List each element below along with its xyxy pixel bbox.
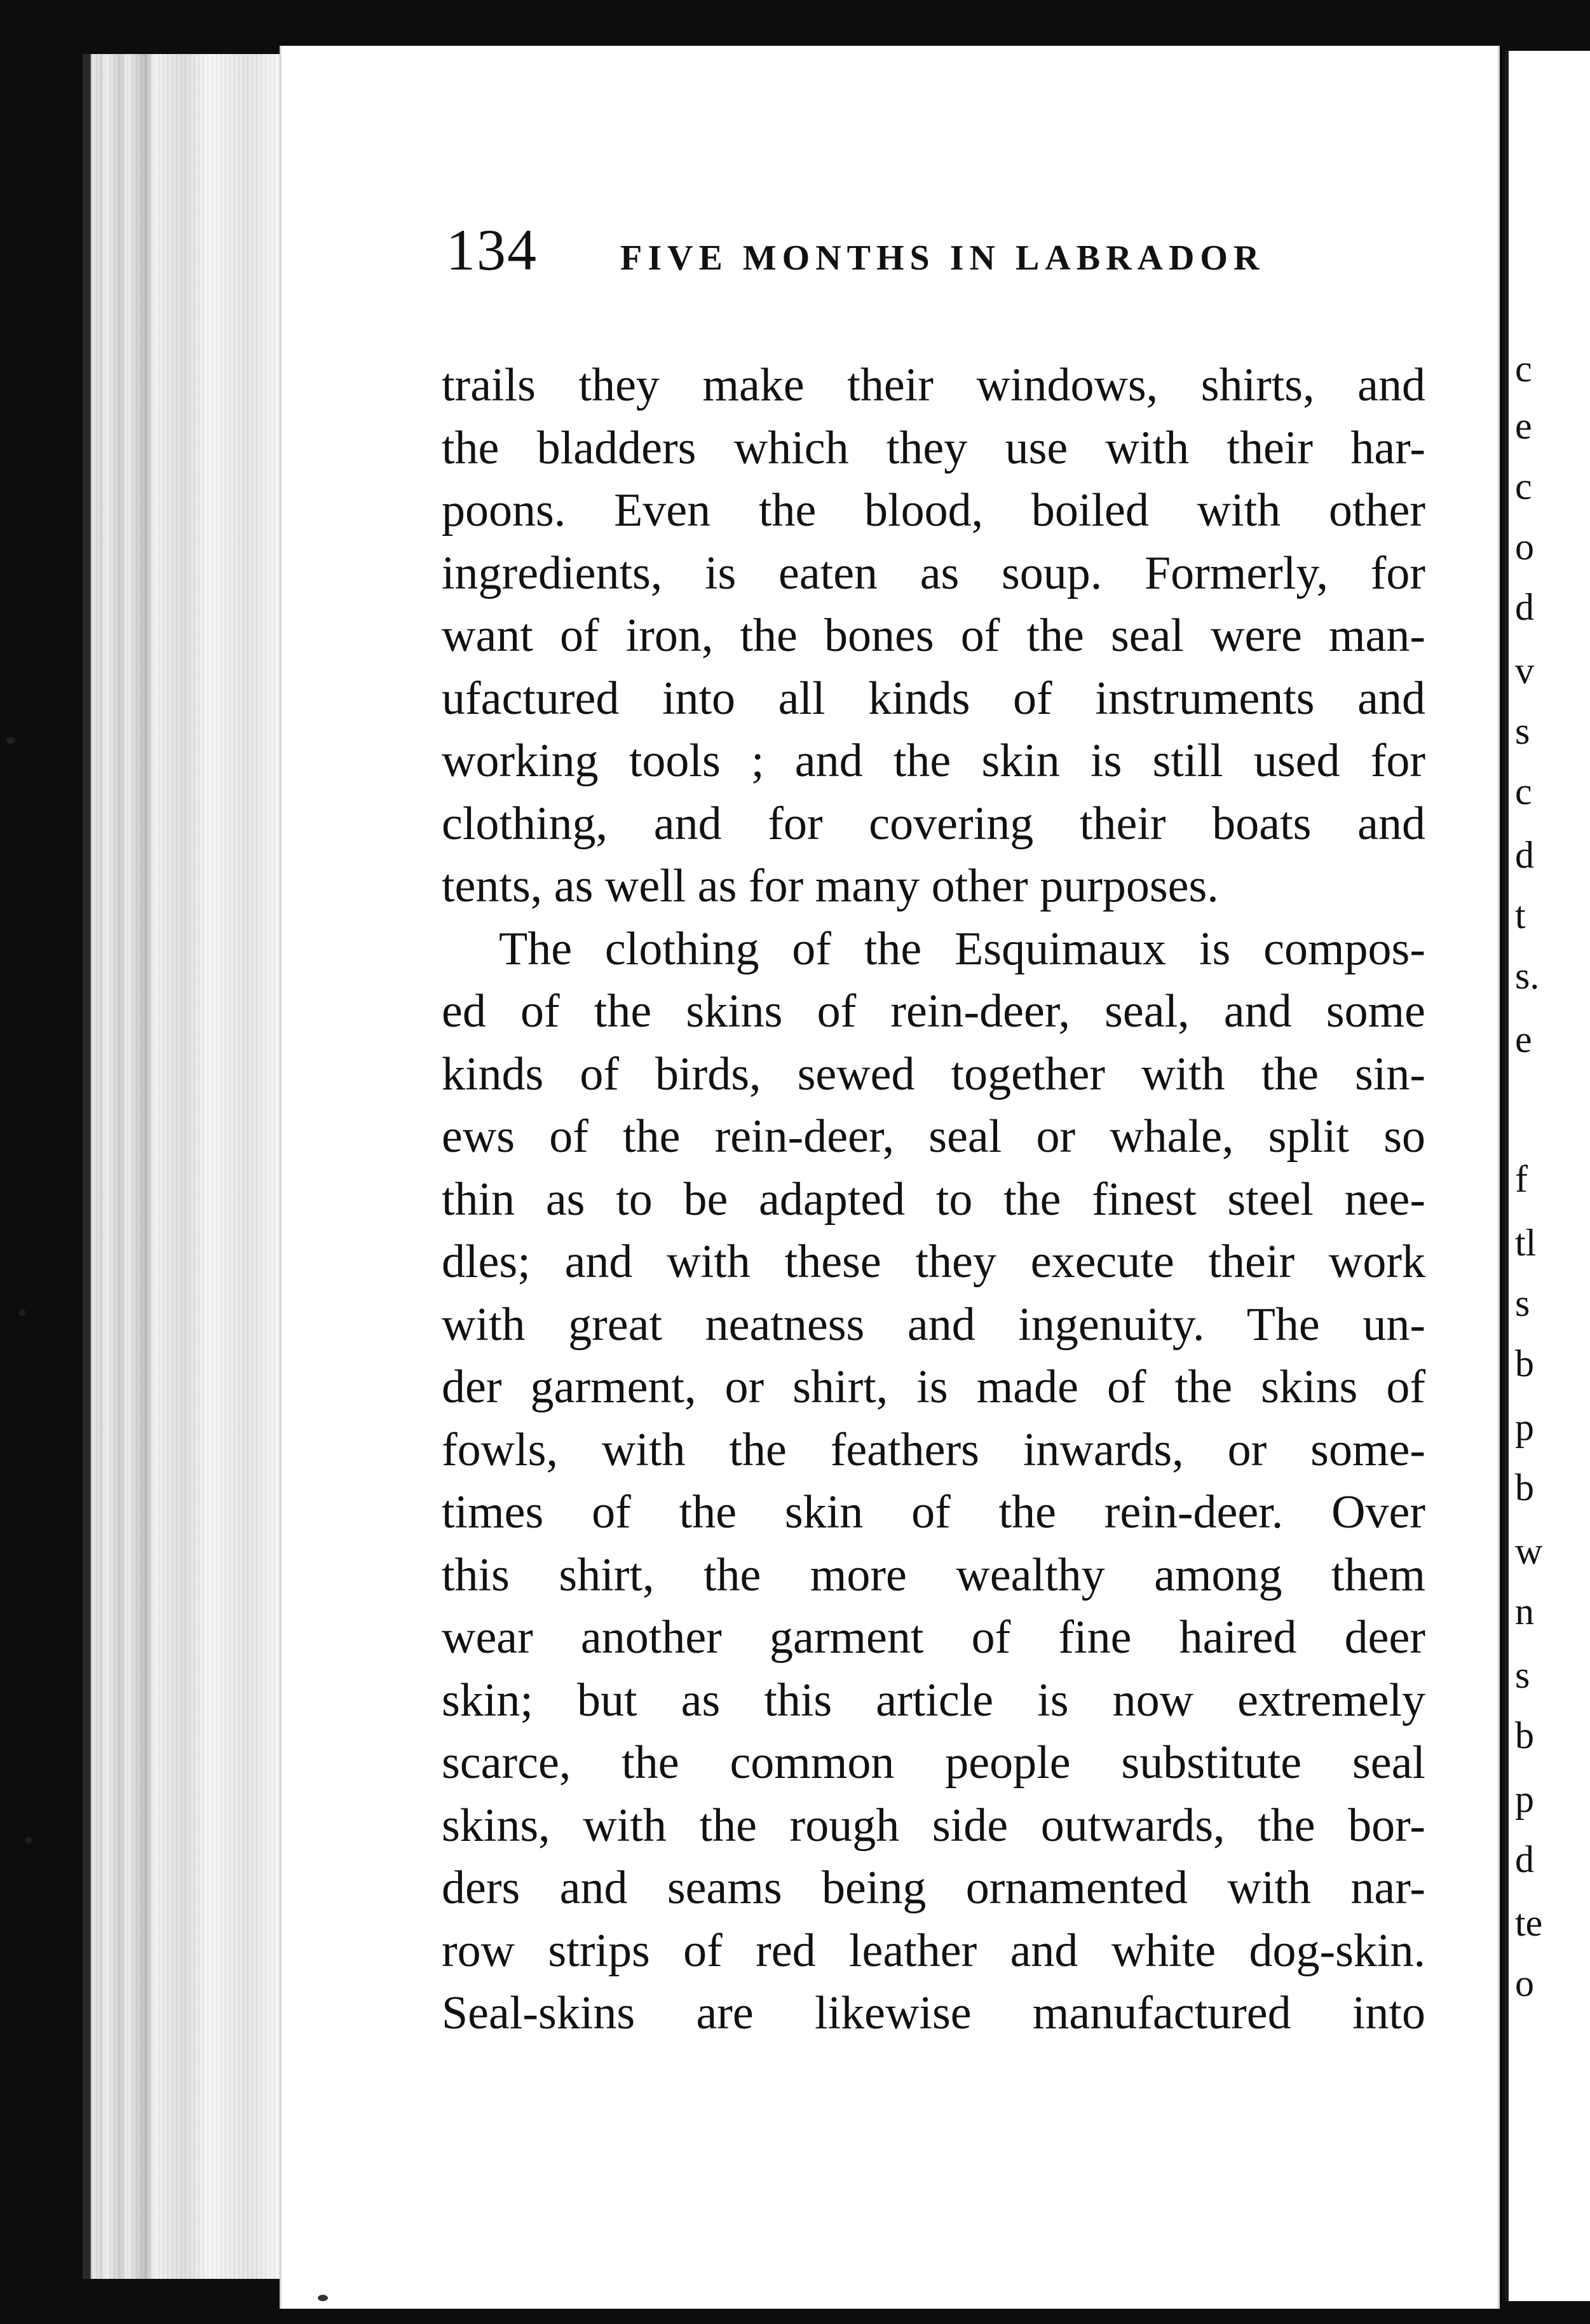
text-line: want of iron, the bones of the seal were man- (442, 610, 1425, 662)
text-line: tents, as well as for many other purposes. (442, 860, 1219, 912)
text-line: ed of the skins of rein-deer, seal, and some (442, 985, 1425, 1037)
right-page-fragment: n (1515, 1590, 1534, 1632)
right-page-edge (1505, 51, 1590, 2301)
left-page-edges (83, 54, 286, 2279)
right-page-fragment: s. (1515, 955, 1540, 997)
right-page-fragment: e (1515, 1018, 1532, 1060)
text-line: kinds of birds, sewed together with the sin- (442, 1048, 1425, 1100)
right-page-fragment: te (1515, 1902, 1543, 1944)
right-page-fragment: s (1515, 710, 1530, 752)
text-line: thin as to be adapted to the finest steel nee- (442, 1173, 1425, 1226)
right-page-fragment: d (1515, 1838, 1534, 1880)
right-page-fragment: b (1515, 1714, 1534, 1756)
text-line: ingredients, is eaten as soup. Formerly, for (442, 547, 1425, 599)
right-page-fragment: p (1515, 1406, 1534, 1448)
right-page-fragment: b (1515, 1343, 1534, 1384)
right-page-fragment: f (1515, 1158, 1528, 1200)
text-line: der garment, or shirt, is made of the skins of (442, 1361, 1425, 1413)
scan-speck (25, 1837, 32, 1843)
right-page-fragment: c (1515, 348, 1532, 390)
right-page-fragment: b (1515, 1466, 1534, 1508)
body-text (442, 354, 1425, 2045)
scan-speck (6, 737, 15, 744)
scan-speck (19, 1309, 25, 1316)
text-line: wear another garment of fine haired deer (442, 1611, 1425, 1664)
text-line: working tools ; and the skin is still used for (442, 735, 1425, 787)
right-page-fragment: c (1515, 465, 1532, 507)
text-line: times of the skin of the rein-deer. Over (442, 1486, 1425, 1538)
right-page-fragment: d (1515, 834, 1534, 876)
right-page-fragment: s (1515, 1654, 1530, 1696)
page-number: 134 (446, 217, 538, 282)
running-head: FIVE MONTHS IN LABRADOR (620, 238, 1265, 278)
text-line: the bladders which they use with their har- (442, 421, 1425, 474)
text-line: trails they make their windows, shirts, and (442, 359, 1425, 411)
text-line: ders and seams being ornamented with nar- (442, 1862, 1425, 1914)
right-page-fragment: v (1515, 650, 1534, 692)
right-page-fragment: w (1515, 1530, 1543, 1572)
book-page (280, 46, 1500, 2309)
right-page-fragment: o (1515, 526, 1534, 568)
text-line: clothing, and for covering their boats and (442, 797, 1425, 850)
scan-speck (318, 2295, 328, 2301)
text-line: ufactured into all kinds of instruments and (442, 672, 1425, 725)
text-line: Seal-skins are likewise manufactured into (442, 1987, 1425, 2039)
right-page-fragment: o (1515, 1962, 1534, 2004)
text-line: skins, with the rough side outwards, the bor- (442, 1799, 1425, 1852)
text-line: poons. Even the blood, boiled with other (442, 484, 1425, 537)
text-line: this shirt, the more wealthy among them (442, 1548, 1425, 1601)
right-page-fragment: c (1515, 770, 1532, 812)
text-line: fowls, with the feathers inwards, or some- (442, 1423, 1425, 1476)
text-line: ews of the rein-deer, seal or whale, split so (442, 1111, 1425, 1163)
right-page-fragment: tl (1515, 1222, 1537, 1264)
text-line: with great neatness and ingenuity. The un- (442, 1298, 1425, 1351)
text-line: The clothing of the Esquimaux is compos- (499, 922, 1425, 975)
text-line: skin; but as this article is now extremely (442, 1674, 1425, 1726)
right-page-fragment: s (1515, 1282, 1530, 1324)
right-page-fragment: p (1515, 1778, 1534, 1820)
right-page-fragment: d (1515, 586, 1534, 628)
right-page-fragment: e (1515, 405, 1532, 447)
text-line: dles; and with these they execute their work (442, 1236, 1425, 1288)
page-header (446, 216, 1526, 292)
right-page-fragment: t (1515, 894, 1526, 936)
text-line: row strips of red leather and white dog-skin. (442, 1924, 1425, 1977)
text-line: scarce, the common people substitute seal (442, 1737, 1425, 1789)
